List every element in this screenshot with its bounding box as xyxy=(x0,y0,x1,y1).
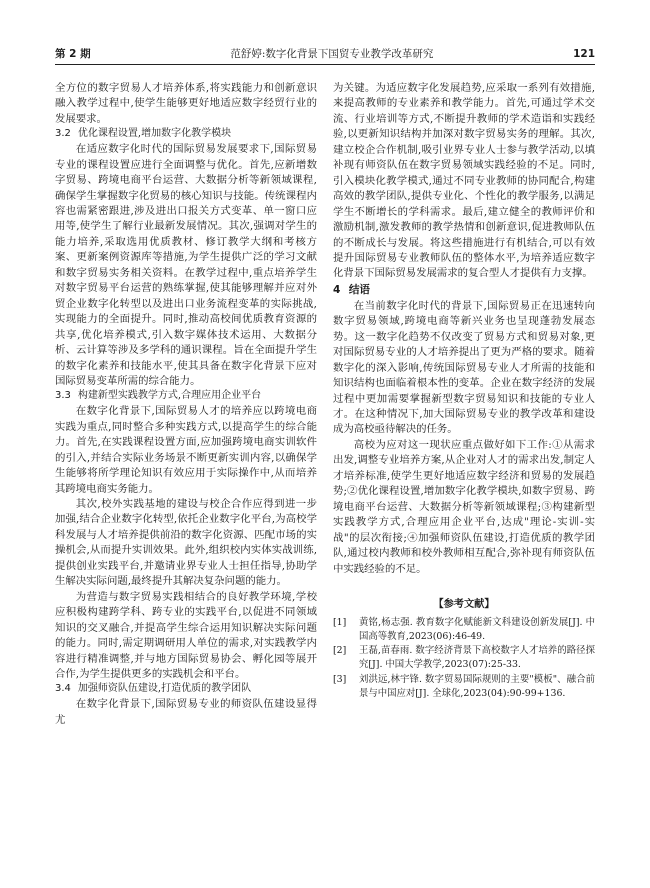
references-title: 参考文献 xyxy=(443,598,485,610)
subsection-number: 3.3 xyxy=(55,390,71,402)
left-column xyxy=(55,81,317,728)
section-title: 结语 xyxy=(348,283,371,296)
subsection-title: 优化课程设置,增加数字化教学模块 xyxy=(77,128,232,140)
reference-number: [2] xyxy=(333,645,347,657)
subsection-heading xyxy=(55,682,317,697)
references-heading: 【参考文献】 xyxy=(433,598,495,610)
paragraph: 其次,校外实践基地的建设与校企合作应得到进一步加强,结合企业数字化转型,依托企业数字化平台,为高校学科发展与人才培养提供前沿的数字化资源、匹配市场的实操机会,从而提升实训效果。此外,组织校内实体实战训练,提供创业实践平台,并邀请业界专业人士担任指导,协助学生解决实际问题,最终提升其解决复杂问题的能力。 xyxy=(55,498,317,588)
paragraph: 高校为应对这一现状应重点做好如下工作:①从需求出发,调整专业培养方案,从企业对人才的需求出发,制定人才培养标准,使学生更好地适应数字经济和贸易的发展趋势;②优化课程设置,增加数字化教学模块,如数字贸易、跨境电商平台运营、大数据分析等新领域课程;③构建新型实践教学方式,合理应用企业平台,达成"理论-实训-实战"的层次衔接;④加强师资队伍建设,打造优质的教学团队,通过校内教师和校外教师相互配合,弥补现有师资队伍中实践经验的不足。 xyxy=(333,438,595,575)
subsection-number: 3.4 xyxy=(55,683,71,695)
running-title: 范舒婷:数字化背景下国贸专业教学改革研究 xyxy=(230,48,434,61)
paragraph: 在适应数字化时代的国际贸易发展要求下,国际贸易专业的课程设置应进行全面调整与优化。首先,应新增数字贸易、跨境电商平台运营、大数据分析等新领域课程,确保学生掌握数字化贸易的核心知识与技能。传统课程内容也需紧密跟进,涉及进出口报关方式变革、单一窗口应用等,使学生了解行业最新发展情况。其次,强调对学生的能力培养,采取选用优质教材、修订教学大纲和考核方案、更新案例资源库等措施,为学生提供广泛的学习文献和数字贸易实务相关资料。在教学过程中,重点培养学生对数字贸易平台运营的熟练掌握,使其能够理解并应对外贸企业数字化转型以及进出口业务流程变革的实际挑战,实现能力的全面提升。同时,推动高校间优质教育资源的共享,优化培养模式,引入数字媒体技术运用、大数据分析、云计算等涉及多学科的通识课程。旨在全面提升学生的数字化素养和技能水平,使其具备在数字化背景下应对国际贸易变革所需的综合能力。 xyxy=(55,143,317,387)
subsection-heading xyxy=(55,127,317,142)
paragraph: 在当前数字化时代的背景下,国际贸易正在迅速转向数字贸易领域,跨境电商等新兴业务也呈现蓬勃发展态势。这一数字化趋势不仅改变了贸易方式和贸易对象,更对国际贸易专业的人才培养提出了更为严格的要求。随着数字化的深入影响,传统国际贸易专业人才所需的技能和知识结构也面临着根本性的变革。企业在数字经济的发展过程中更加需要掌握新型数字贸易知识和技能的专业人才。在这种情况下,加大国际贸易专业的教学改革和建设成为高校亟待解决的任务。 xyxy=(333,299,595,436)
subsection-title: 构建新型实践教学方式,合理应用企业平台 xyxy=(77,390,262,402)
section-number: 4 xyxy=(333,283,341,296)
reference-item xyxy=(333,616,595,644)
reference-text: 黄铭,杨志强. 教育数字化赋能新文科建设创新发展[J]. 中国高等教育,2023(06):46-49. xyxy=(359,617,595,643)
paragraph: 全方位的数字贸易人才培养体系,将实践能力和创新意识融入教学过程中,使学生能够更好地适应数字经贸行业的发展要求。 xyxy=(55,82,317,125)
reference-text: 王磊,苗春雨. 数字经济背景下高校数字人才培养的路径探究[J]. 中国大学教学,2023(07):25-33. xyxy=(359,645,595,671)
issue-number: 第 2 期 xyxy=(55,48,91,61)
right-column xyxy=(333,81,595,701)
paragraph: 在数字化背景下,国际贸易专业的师资队伍建设显得尤 xyxy=(55,698,317,726)
section-heading xyxy=(333,282,595,299)
paragraph: 为营造与数字贸易实践相结合的良好教学环境,学校应积极构建跨学科、跨专业的实践平台,以促进不同领域知识的交叉融合,并提高学生综合运用知识解决实际问题的能力。同时,需定期调研用人单位的需求,对实践教学内容进行精准调整,并与地方国际贸易协会、孵化园等展开合作,为学生提供更多的实践机会和平台。 xyxy=(55,590,317,680)
reference-item xyxy=(333,644,595,672)
page-header xyxy=(55,40,595,65)
reference-number: [1] xyxy=(333,617,347,629)
paragraph: 在数字化背景下,国际贸易人才的培养应以跨境电商实践为重点,同时整合多种实践方式,以提高学生的综合能力。首先,在实践课程设置方面,应加强跨境电商实训软件的引入,并结合实际业务场景不断更新实训内容,以确保学生能够将所学理论知识有效应用于实际操作中,从而培养其跨境电商实务能力。 xyxy=(55,405,317,495)
paragraph: 为关键。为适应数字化发展趋势,应采取一系列有效措施,来提高教师的专业素养和教学能力。首先,可通过学术交流、行业培训等方式,不断提升教师的学术造诣和实践经验,以更新知识结构并加深对数字贸易实务的理解。其次,建立校企合作机制,吸引业界专业人士参与教学活动,以填补现有师资队伍在数字贸易领域实践经验的不足。同时,引入模块化教学模式,通过不同专业教师的协同配合,构建高效的教学团队,提供专业化、个性化的教学服务,以满足学生不断增长的学科需求。最后,建立健全的教师评价和激励机制,激发教师的教学热情和创新意识,促进教师队伍的不断成长与发展。将这些措施进行有机结合,可以有效提升国际贸易专业教师队伍的整体水平,为培养适应数字化背景下国际贸易发展需求的复合型人才提供有力支撑。 xyxy=(333,82,595,280)
reference-text: 刘洪远,林宇锋. 数字贸易国际规则的主要"模板"、融合前景与中国应对[J]. 全球化,2023(04):90-99+136. xyxy=(359,673,595,699)
reference-number: [3] xyxy=(333,673,347,685)
subsection-title: 加强师资队伍建设,打造优质的教学团队 xyxy=(77,683,252,695)
subsection-heading xyxy=(55,389,317,404)
reference-item xyxy=(333,673,595,701)
subsection-number: 3.2 xyxy=(55,128,71,140)
page-number: 121 xyxy=(573,48,595,61)
